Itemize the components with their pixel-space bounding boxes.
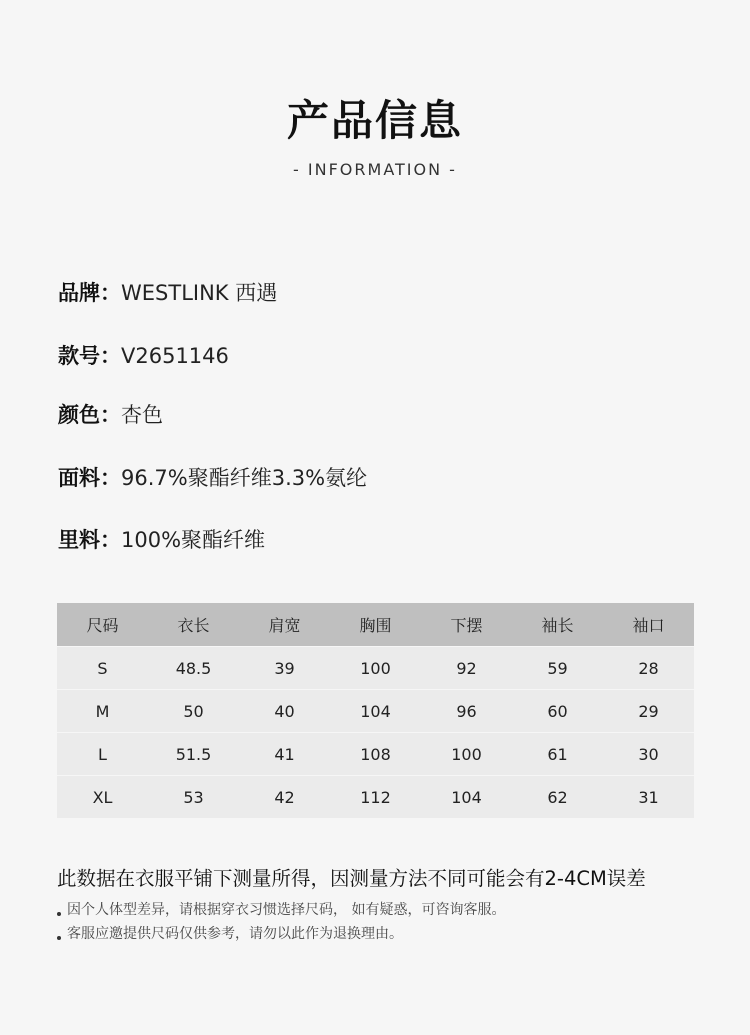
info-value: 100%聚酯纤维 bbox=[121, 528, 266, 552]
table-row bbox=[57, 776, 694, 819]
note-bullet bbox=[57, 923, 403, 943]
page-subtitle: - INFORMATION - bbox=[293, 160, 457, 179]
table-cell: 48.5 bbox=[148, 647, 239, 690]
table-cell: 59 bbox=[512, 647, 603, 690]
note-bullet bbox=[57, 899, 505, 919]
info-value: WESTLINK 西遇 bbox=[121, 281, 278, 305]
bullet-dot-icon bbox=[57, 936, 61, 940]
table-cell: 104 bbox=[330, 690, 421, 733]
note-bullet-text: 客服应邀提供尺码仅供参考，请勿以此作为退换理由。 bbox=[67, 926, 403, 942]
info-label: 颜色： bbox=[58, 403, 121, 427]
info-label: 里料： bbox=[58, 528, 121, 552]
table-cell: L bbox=[57, 733, 148, 776]
table-cell: 62 bbox=[512, 776, 603, 819]
table-cell: S bbox=[57, 647, 148, 690]
table-cell: 41 bbox=[239, 733, 330, 776]
table-cell: 61 bbox=[512, 733, 603, 776]
table-cell: 30 bbox=[603, 733, 694, 776]
table-cell: 104 bbox=[421, 776, 512, 819]
table-cell: 29 bbox=[603, 690, 694, 733]
table-cell: 100 bbox=[330, 647, 421, 690]
column-header: 胸围 bbox=[330, 603, 421, 647]
info-row-style-number bbox=[58, 342, 229, 370]
info-row-lining bbox=[58, 526, 265, 554]
table-cell: 39 bbox=[239, 647, 330, 690]
size-table bbox=[57, 603, 694, 818]
table-cell: 50 bbox=[148, 690, 239, 733]
table-header-row bbox=[57, 603, 694, 647]
table-cell: 31 bbox=[603, 776, 694, 819]
info-row-color bbox=[58, 401, 163, 429]
table-cell: 42 bbox=[239, 776, 330, 819]
page-title: 产品信息 bbox=[286, 96, 463, 145]
table-cell: 60 bbox=[512, 690, 603, 733]
column-header: 肩宽 bbox=[239, 603, 330, 647]
bullet-dot-icon bbox=[57, 912, 61, 916]
note-bullet-text: 因个人体型差异，请根据穿衣习惯选择尺码， 如有疑惑，可咨询客服。 bbox=[67, 902, 506, 918]
table-cell: 108 bbox=[330, 733, 421, 776]
column-header: 下摆 bbox=[421, 603, 512, 647]
info-value: V2651146 bbox=[121, 344, 229, 368]
table-cell: 40 bbox=[239, 690, 330, 733]
table-row bbox=[57, 690, 694, 733]
table-cell: 51.5 bbox=[148, 733, 239, 776]
table-cell: 28 bbox=[603, 647, 694, 690]
table-row bbox=[57, 647, 694, 690]
table-row bbox=[57, 733, 694, 776]
info-row-brand bbox=[58, 279, 277, 307]
measurement-note: 此数据在衣服平铺下测量所得，因测量方法不同可能会有2-4CM误差 bbox=[57, 867, 646, 890]
table-cell: 53 bbox=[148, 776, 239, 819]
info-row-fabric bbox=[58, 464, 367, 492]
table-cell: 96 bbox=[421, 690, 512, 733]
column-header: 衣长 bbox=[148, 603, 239, 647]
info-label: 品牌： bbox=[58, 281, 121, 305]
table-cell: 112 bbox=[330, 776, 421, 819]
column-header: 袖长 bbox=[512, 603, 603, 647]
info-label: 款号： bbox=[58, 344, 121, 368]
column-header: 袖口 bbox=[603, 603, 694, 647]
info-label: 面料： bbox=[58, 466, 121, 490]
table-cell: XL bbox=[57, 776, 148, 819]
column-header: 尺码 bbox=[57, 603, 148, 647]
table-cell: M bbox=[57, 690, 148, 733]
table-cell: 100 bbox=[421, 733, 512, 776]
table-cell: 92 bbox=[421, 647, 512, 690]
info-value: 杏色 bbox=[121, 403, 163, 427]
info-value: 96.7%聚酯纤维3.3%氨纶 bbox=[121, 466, 368, 490]
